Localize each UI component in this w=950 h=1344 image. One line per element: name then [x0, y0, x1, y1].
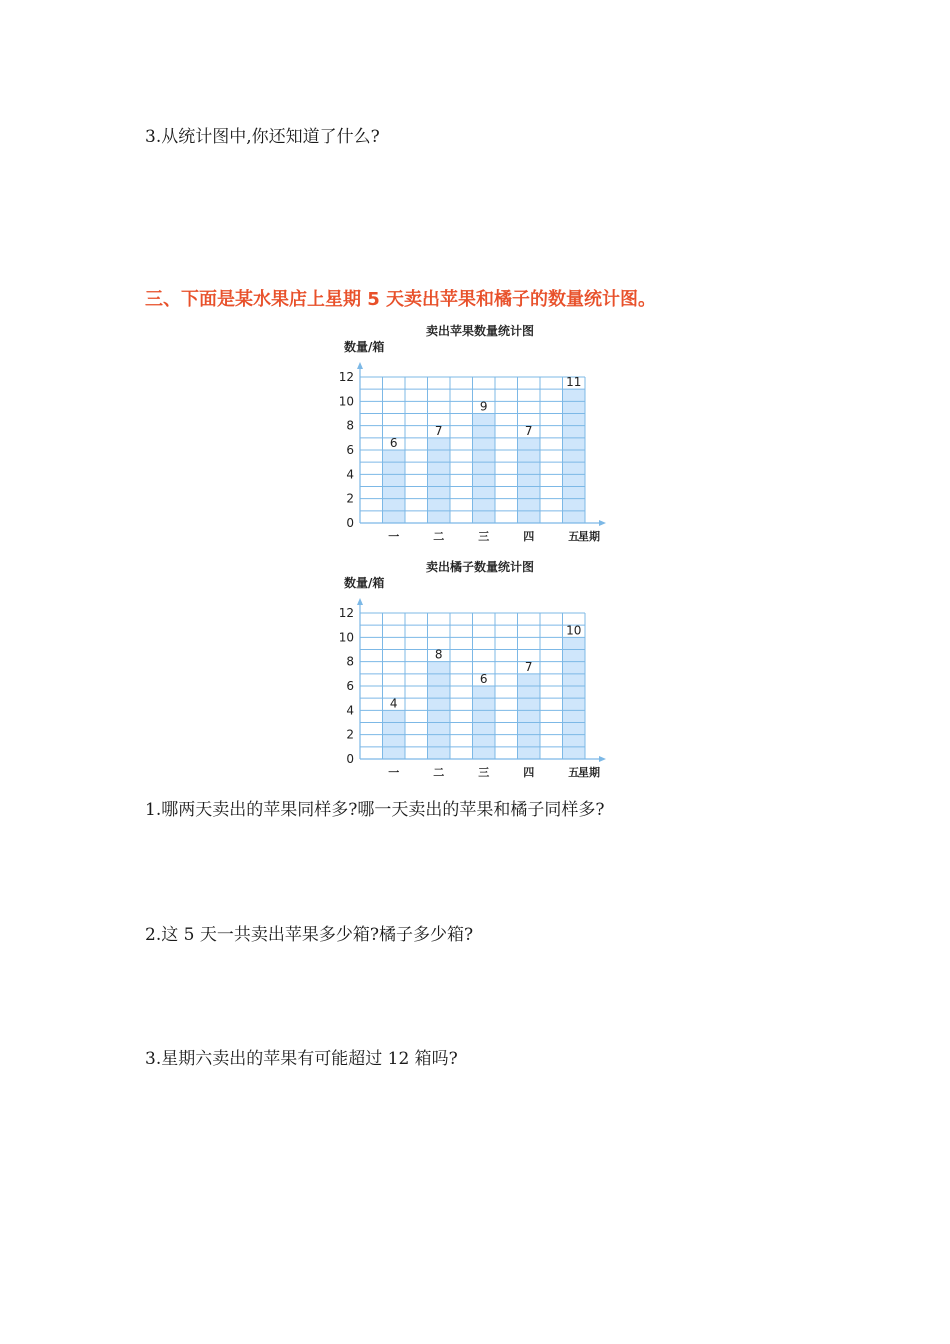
question-3-top: 3.从统计图中,你还知道了什么? [145, 127, 380, 147]
x-category-label: 四 [523, 766, 535, 779]
data-label: 11 [566, 375, 582, 390]
question-3: 3.星期六卖出的苹果有可能超过 12 箱吗? [145, 1049, 458, 1069]
bar-4 [518, 674, 541, 759]
bar-3 [473, 414, 496, 524]
x-category-label: 一 [388, 766, 400, 779]
x-category-label: 三 [478, 766, 490, 779]
y-tick-label: 12 [338, 370, 354, 384]
x-axis-label: 星期 [578, 766, 600, 779]
y-tick-label: 2 [346, 491, 354, 506]
y-tick-label: 8 [346, 654, 354, 669]
y-tick-label: 6 [346, 443, 354, 457]
chart-title: 卖出橘子数量统计图 [425, 560, 535, 574]
y-axis-arrow [357, 362, 363, 369]
apple-chart-svg [330, 318, 620, 548]
orange-chart [330, 554, 620, 784]
y-tick-label: 8 [346, 418, 354, 433]
y-tick-label: 10 [338, 394, 354, 409]
bar-5 [563, 389, 586, 523]
y-tick-label: 4 [346, 703, 354, 718]
y-tick-label: 0 [346, 752, 354, 766]
question-2: 2.这 5 天一共卖出苹果多少箱?橘子多少箱? [145, 925, 474, 945]
data-label: 4 [389, 696, 398, 711]
bar-4 [518, 438, 541, 523]
y-axis-label: 数量/箱 [344, 340, 385, 354]
y-tick-label: 12 [338, 606, 354, 620]
y-tick-label: 2 [346, 727, 354, 742]
y-tick-label: 10 [338, 630, 354, 645]
x-axis-arrow [599, 520, 606, 526]
y-tick-label: 4 [346, 467, 354, 482]
question-1: 1.哪两天卖出的苹果同样多?哪一天卖出的苹果和橘子同样多? [145, 800, 605, 820]
data-label: 8 [434, 647, 443, 662]
x-category-label: 一 [388, 530, 400, 543]
data-label: 9 [479, 399, 488, 414]
x-category-label: 五 [568, 766, 580, 779]
x-category-label: 五 [568, 530, 580, 543]
x-category-label: 二 [433, 766, 445, 779]
apple-chart [330, 318, 620, 548]
x-category-label: 三 [478, 530, 490, 543]
data-label: 7 [524, 659, 533, 674]
data-label: 10 [566, 623, 582, 638]
x-axis-label: 星期 [578, 530, 600, 543]
bar-2 [428, 438, 451, 523]
data-label: 6 [479, 672, 488, 686]
y-axis-label: 数量/箱 [344, 576, 385, 590]
section-heading: 三、下面是某水果店上星期 5 天卖出苹果和橘子的数量统计图。 [145, 289, 657, 310]
data-label: 7 [524, 423, 533, 438]
chart-title: 卖出苹果数量统计图 [425, 324, 535, 338]
data-label: 6 [389, 436, 398, 450]
y-tick-label: 0 [346, 516, 354, 530]
y-axis-arrow [357, 598, 363, 605]
x-category-label: 二 [433, 530, 445, 543]
data-label: 7 [434, 423, 443, 438]
x-axis-arrow [599, 756, 606, 762]
x-category-label: 四 [523, 530, 535, 543]
y-tick-label: 6 [346, 679, 354, 693]
orange-chart-svg [330, 554, 620, 784]
